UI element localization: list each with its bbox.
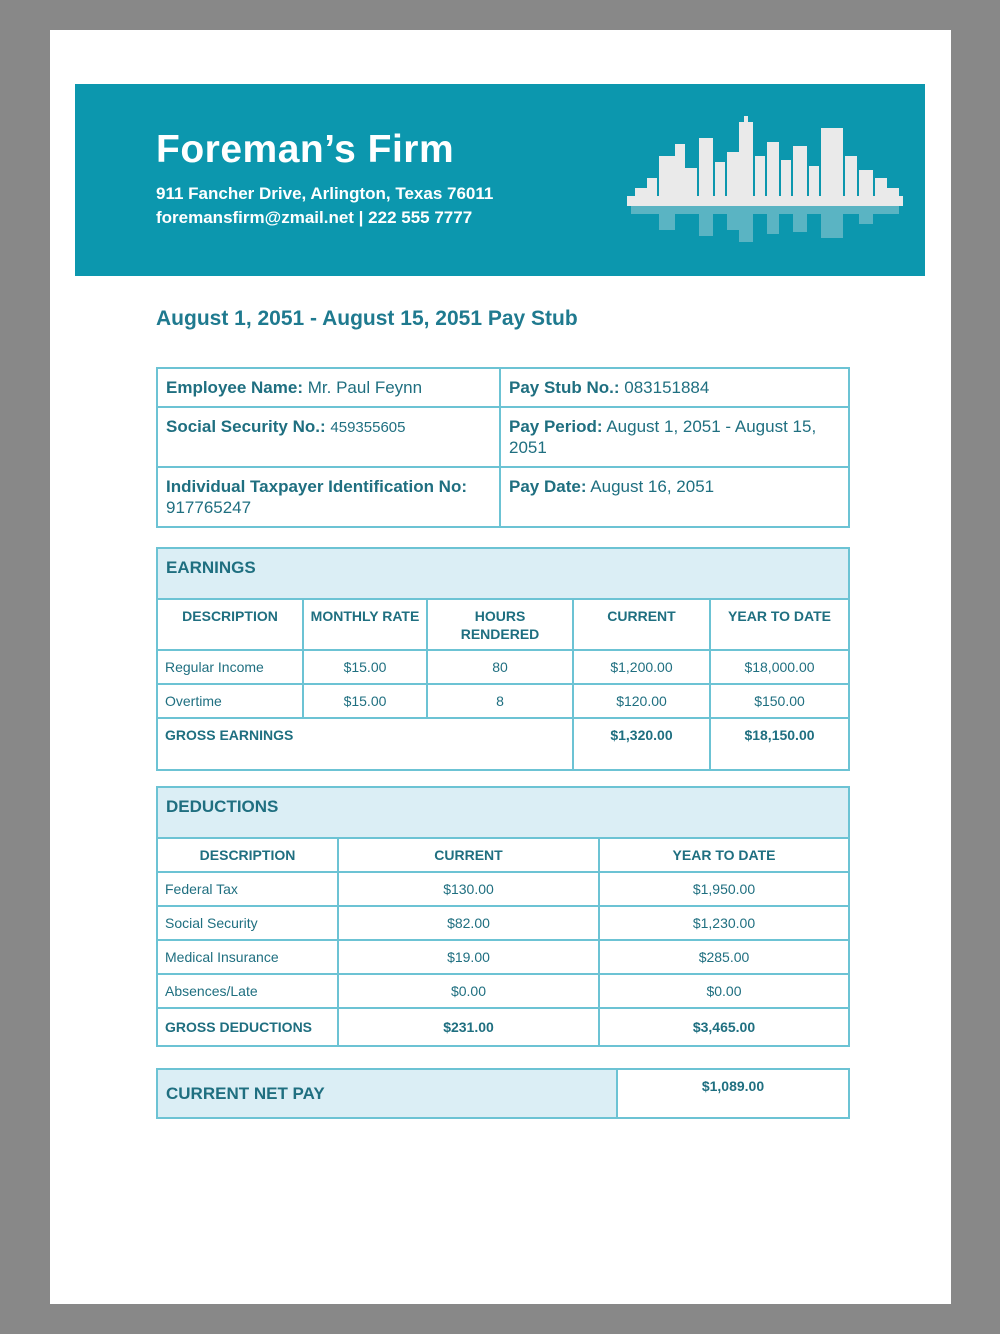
pay-period-label: Pay Period:: [509, 417, 603, 436]
gross-earnings-row: [157, 718, 849, 770]
earning-ytd: $18,000.00: [710, 650, 849, 684]
deduction-description: Social Security: [157, 906, 338, 940]
deduction-description: Absences/Late: [157, 974, 338, 1008]
deduction-current: $0.00: [338, 974, 599, 1008]
pay-stub-title: August 1, 2051 - August 15, 2051 Pay Stub: [156, 307, 578, 330]
table-row: [157, 940, 849, 974]
ssn-value: 459355605: [330, 419, 406, 436]
employee-name-value: Mr. Paul Feynn: [307, 378, 423, 397]
earnings-header-row: [157, 599, 849, 650]
deduction-ytd: $0.00: [599, 974, 849, 1008]
table-row: [157, 974, 849, 1008]
deduction-description: Medical Insurance: [157, 940, 338, 974]
deductions-table: [156, 786, 850, 1047]
gross-earnings-ytd: $18,150.00: [710, 718, 849, 770]
earnings-heading-row: [157, 548, 849, 599]
employee-info-table: [156, 367, 850, 528]
earning-rate: $15.00: [303, 684, 427, 718]
pay-stub-no-cell: [500, 368, 849, 407]
itin-value: 917765247: [166, 498, 252, 517]
company-contact: foremansfirm@zmail.net | 222 555 7777: [156, 208, 473, 227]
gross-deductions-ytd: $3,465.00: [599, 1008, 849, 1046]
deduction-current: $130.00: [338, 872, 599, 906]
column-header: DESCRIPTION: [157, 599, 303, 650]
earning-hours: 8: [427, 684, 573, 718]
earning-description: Regular Income: [157, 650, 303, 684]
pay-date-label: Pay Date:: [509, 477, 587, 496]
table-row: [157, 650, 849, 684]
city-skyline-icon: [625, 116, 905, 246]
table-row: [157, 368, 849, 407]
pay-stub-no-label: Pay Stub No.:: [509, 378, 620, 397]
deduction-current: $82.00: [338, 906, 599, 940]
column-header: MONTHLY RATE: [303, 599, 427, 650]
pay-stub-no-value: 083151884: [624, 378, 710, 397]
gross-earnings-current: $1,320.00: [573, 718, 710, 770]
deduction-ytd: $285.00: [599, 940, 849, 974]
company-address: 911 Fancher Drive, Arlington, Texas 76011: [156, 184, 494, 203]
column-header: HOURS RENDERED: [427, 599, 573, 650]
deductions-heading-row: [157, 787, 849, 838]
itin-label: Individual Taxpayer Identification No:: [166, 477, 468, 496]
itin-cell: [157, 467, 500, 527]
earnings-table: [156, 547, 850, 771]
table-row: [157, 684, 849, 718]
deduction-ytd: $1,950.00: [599, 872, 849, 906]
column-header: DESCRIPTION: [157, 838, 338, 872]
pay-period-value: August 1, 2051 - August 15, 2051: [509, 417, 817, 457]
deduction-ytd: $1,230.00: [599, 906, 849, 940]
pay-date-cell: [500, 467, 849, 527]
net-pay-label: CURRENT NET PAY: [157, 1069, 617, 1118]
deduction-description: Federal Tax: [157, 872, 338, 906]
table-row: [157, 407, 849, 467]
gross-deductions-label: GROSS DEDUCTIONS: [157, 1008, 338, 1046]
employee-name-label: Employee Name:: [166, 378, 303, 397]
company-name: Foreman’s Firm: [156, 128, 455, 171]
earning-current: $120.00: [573, 684, 710, 718]
net-pay-row: [157, 1069, 849, 1118]
employee-name-cell: [157, 368, 500, 407]
pay-stub-page: [50, 30, 951, 1304]
ssn-cell: [157, 407, 500, 467]
column-header: CURRENT: [338, 838, 599, 872]
pay-date-value: August 16, 2051: [590, 477, 715, 496]
column-header: YEAR TO DATE: [710, 599, 849, 650]
table-row: [157, 906, 849, 940]
pay-period-cell: [500, 407, 849, 467]
net-pay-table: [156, 1068, 850, 1119]
gross-deductions-row: [157, 1008, 849, 1046]
earning-description: Overtime: [157, 684, 303, 718]
earning-hours: 80: [427, 650, 573, 684]
gross-deductions-current: $231.00: [338, 1008, 599, 1046]
deductions-heading: DEDUCTIONS: [157, 787, 849, 838]
column-header: YEAR TO DATE: [599, 838, 849, 872]
earning-rate: $15.00: [303, 650, 427, 684]
column-header: CURRENT: [573, 599, 710, 650]
table-row: [157, 467, 849, 527]
earnings-heading: EARNINGS: [157, 548, 849, 599]
header-banner: [75, 84, 925, 276]
table-row: [157, 872, 849, 906]
ssn-label: Social Security No.:: [166, 417, 326, 436]
deduction-current: $19.00: [338, 940, 599, 974]
net-pay-value: $1,089.00: [617, 1069, 849, 1118]
earning-ytd: $150.00: [710, 684, 849, 718]
earning-current: $1,200.00: [573, 650, 710, 684]
gross-earnings-label: GROSS EARNINGS: [157, 718, 573, 770]
deductions-header-row: [157, 838, 849, 872]
